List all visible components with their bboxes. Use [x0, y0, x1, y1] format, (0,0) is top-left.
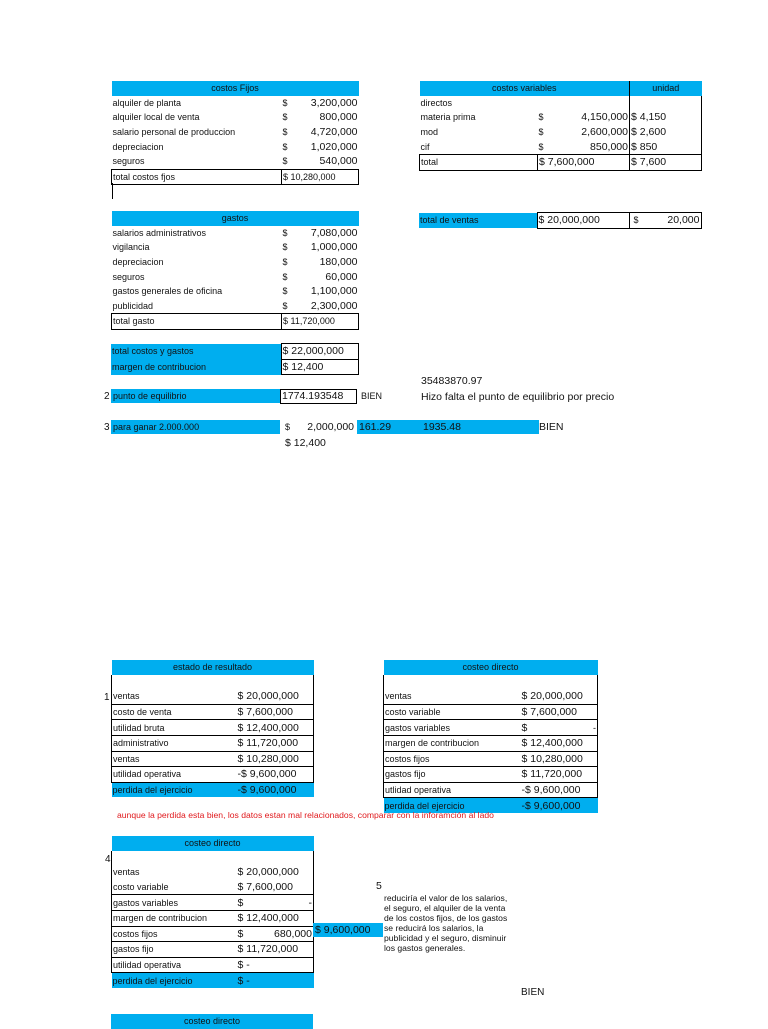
costos-variables-table — [419, 81, 702, 171]
ganar-label: para ganar 2.000.000 — [111, 420, 280, 434]
cell-cursor-line — [112, 183, 113, 199]
costeo3-header: costeo directo — [111, 1014, 313, 1029]
costeo-directo-table-3 — [111, 1014, 313, 1029]
estado-header: estado de resultado — [112, 660, 314, 675]
table-row: publicidad $ 2,300,000 — [112, 299, 358, 312]
equilibrio-value: 1774.193548 — [280, 389, 357, 404]
table-row: salario personal de produccion $ 4,720,000 — [112, 126, 358, 139]
table-row: administrativo $ 11,720,000 — [112, 735, 314, 751]
table-row: gastos fijo $ 11,720,000 — [384, 767, 598, 783]
table-row: perdida del ejercicio -$ 9,600,000 — [112, 782, 314, 797]
table-row: alquiler local de venta $ 800,000 — [112, 111, 358, 124]
table-row: gastos fijo $ 11,720,000 — [112, 942, 314, 958]
table-row: ventas $ 20,000,000 — [112, 865, 314, 880]
table-row: gastos generales de oficina $ 1,100,000 — [112, 285, 358, 298]
costeo-directo-table-1 — [383, 660, 598, 813]
table-row: perdida del ejercicio $ - — [112, 973, 314, 988]
table-row: alquiler de planta $ 3,200,000 — [112, 96, 358, 109]
costos-fijos-header: costos Fijos — [112, 81, 359, 96]
total-row: total costos fjos $ 10,280,000 — [112, 169, 359, 185]
table-row: seguros $ 60,000 — [112, 270, 358, 283]
table-row: utlidad operativa -$ 9,600,000 — [384, 782, 598, 798]
ganar-currency: $ — [285, 422, 291, 432]
table-row: margen de contribucion $ 12,400,000 — [384, 735, 598, 751]
ganar-value-2: 161.29 — [357, 420, 419, 434]
table-row: ventas $ 10,280,000 — [112, 751, 314, 767]
equilibrio-grade: BIEN — [361, 391, 383, 401]
unidad-header: unidad — [630, 81, 702, 96]
table-row: ventas $ 20,000,000 — [112, 689, 314, 704]
table-row: costos fijos $ 10,280,000 — [384, 751, 598, 767]
gastos-header: gastos — [112, 211, 359, 226]
gastos-table — [111, 211, 359, 330]
ganar-value: 2,000,000 — [307, 421, 354, 433]
estado-number: 1 — [104, 692, 110, 703]
estado-resultado-table — [111, 660, 314, 797]
table-row: utilidad operativa $ - — [112, 957, 314, 973]
ganar-value-3: 1935.48 — [419, 420, 539, 434]
equilibrio-label: punto de equilibrio — [111, 389, 280, 403]
table-row: costo variable $ 7,600,000 — [112, 880, 314, 895]
table-row: depreciacion $ 1,020,000 — [112, 140, 358, 153]
total-row: total $ 7,600,000 $ 7,600 — [420, 154, 702, 170]
costeo-directo-table-2 — [111, 836, 314, 988]
total-ventas-table: total de ventas $ 20,000,000 $ 20,000 — [420, 214, 700, 227]
note-number: 35483870.97 — [421, 375, 483, 387]
table-row: materia prima $ 4,150,000 $ 4,150 — [420, 110, 702, 125]
table-row: margen de contribucion $ 12,400,000 — [112, 910, 314, 926]
equilibrio-number: 2 — [104, 391, 110, 402]
table-row: costo de venta $ 7,600,000 — [112, 704, 314, 720]
red-feedback-note: aunque la perdida esta bien, los datos estan mal relacionados, comparar con la inforamción al lado — [117, 810, 494, 820]
table-row: costo variable $ 7,600,000 — [384, 704, 598, 720]
costeo2-number: 4 — [105, 854, 111, 865]
table-row: costos fijos $ 680,000 — [113, 927, 312, 940]
table-row: perdida del ejercicio -$ 9,600,000 — [384, 798, 598, 813]
q5-number: 5 — [376, 880, 382, 892]
costeo2-side-value: $ 9,600,000 — [313, 923, 383, 937]
table-row: gastos variables $ - — [113, 896, 312, 909]
table-row: utilidad operativa -$ 9,600,000 — [112, 767, 314, 783]
totales-table: total costos y gastos $ 22,000,000 margen de contribucion $ 12,400 — [111, 343, 359, 375]
costeo1-header: costeo directo — [384, 660, 598, 675]
costos-fijos-table — [111, 81, 359, 185]
ganar-grade: BIEN — [539, 421, 564, 433]
ganar-number: 3 — [104, 422, 110, 433]
q5-grade: BIEN — [521, 987, 545, 998]
equilibrio-comment: Hizo falta el punto de equilibrio por precio — [421, 391, 615, 403]
table-row: gastos variables $ - — [385, 721, 596, 734]
table-row: mod $ 2,600,000 $ 2,600 — [420, 125, 702, 140]
table-row: vigilancia $ 1,000,000 — [112, 241, 358, 254]
q5-answer: reduciría el valor de los salarios, el seguro, el alquiler de la venta de los costos fijos, de los gastos se reducirá los salarios, la publicidad y el seguro, disminuir los gastos generales. — [384, 893, 508, 953]
costeo2-header: costeo directo — [112, 836, 314, 851]
table-row: utilidad bruta $ 12,400,000 — [112, 720, 314, 736]
table-row: cif $ 850,000 $ 850 — [420, 139, 702, 154]
table-row: depreciacion $ 180,000 — [112, 256, 358, 269]
costos-variables-header: costos variables — [420, 81, 630, 96]
table-row: salarios administrativos $ 7,080,000 — [112, 226, 358, 239]
table-row: ventas $ 20,000,000 — [384, 689, 598, 704]
table-row: seguros $ 540,000 — [112, 155, 358, 168]
total-row: total gasto $ 11,720,000 — [112, 314, 359, 330]
ganar-below: $ 12,400 — [285, 437, 326, 449]
table-row: directos — [420, 96, 702, 111]
